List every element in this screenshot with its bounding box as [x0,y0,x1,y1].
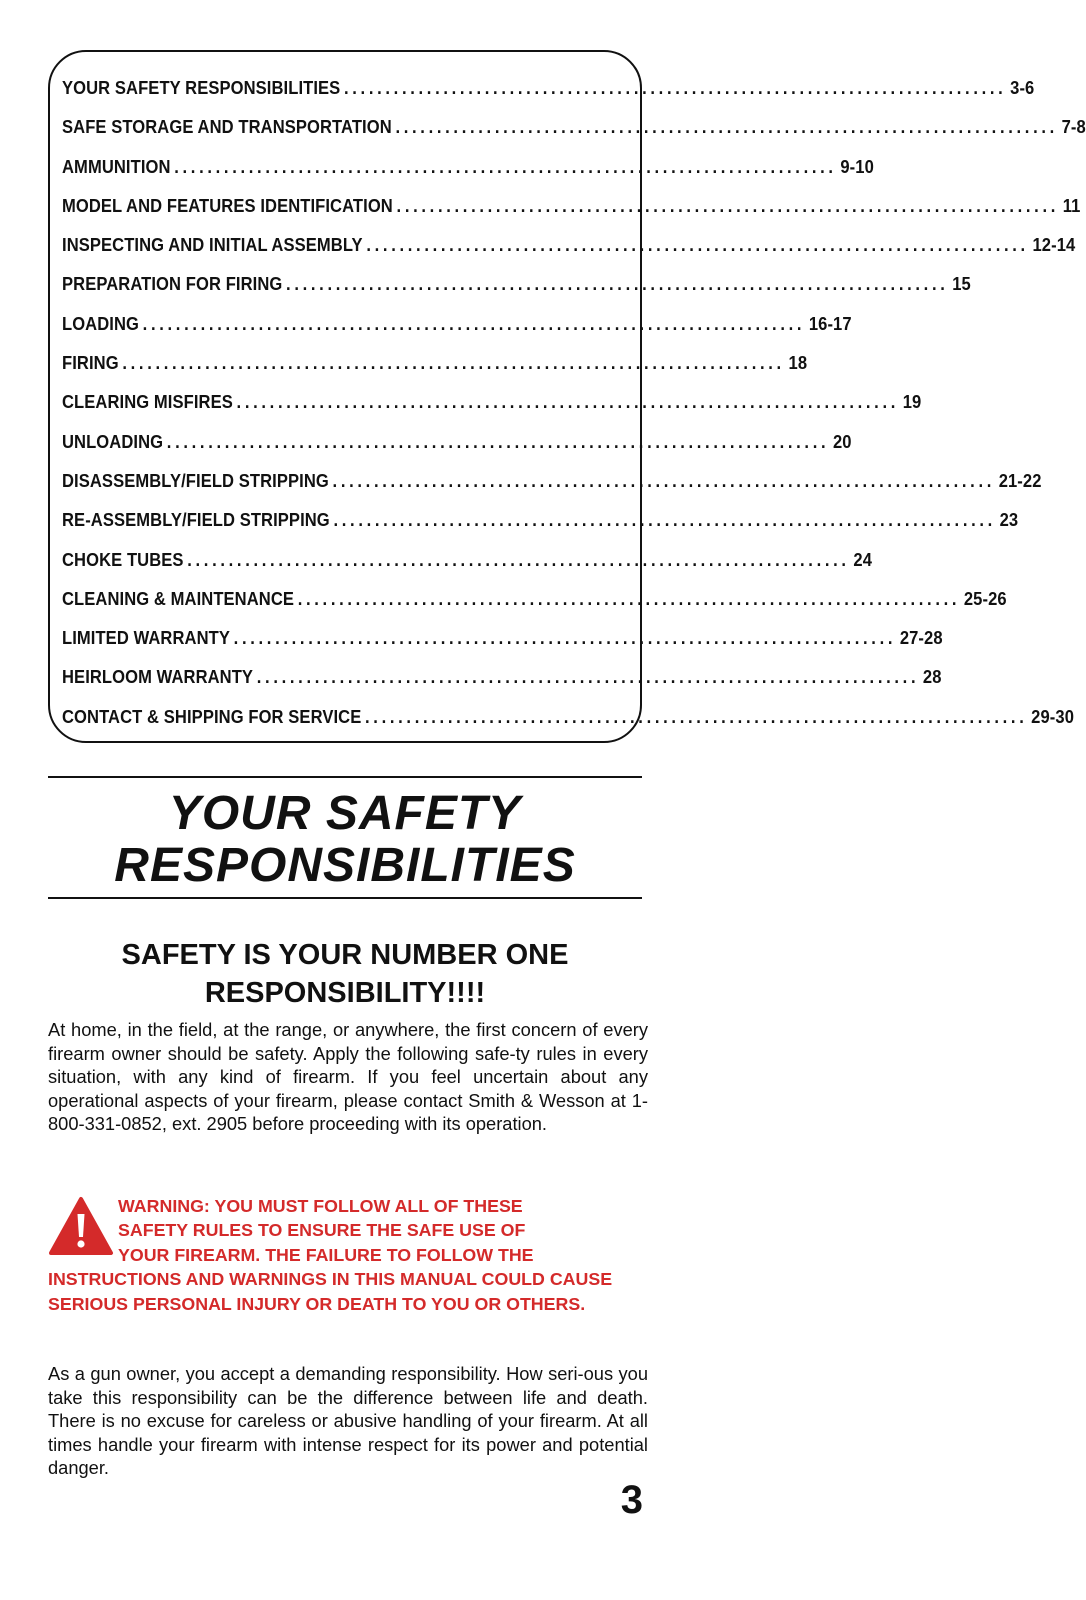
toc-entry [62,431,852,471]
page-number: 3 [620,1478,643,1522]
toc-entry [62,549,873,589]
subheading [48,936,642,1012]
warning-rest: INSTRUCTIONS AND WARNINGS IN THIS MANUAL COULD CAUSE SERIOUS PERSONAL INJURY OR DEATH TO YOU OR OTHERS. [48,1269,613,1314]
toc-leader-dots: ................................................................................ [333,510,996,531]
toc-leader-dots: ................................................................................ [256,667,920,688]
bottom-rule [48,897,642,899]
toc-leader-dots: ................................................................................ [174,156,837,177]
section-title [48,788,642,892]
toc-leader-dots: ................................................................................ [365,706,1028,727]
toc-entry-page: 16-17 [808,313,852,334]
section-title-line-2: RESPONSIBILITIES [114,839,576,892]
toc-entry-page: 25-26 [963,588,1007,609]
toc-entry-page: 24 [853,549,873,570]
toc-leader-dots: ................................................................................ [332,470,996,491]
toc-entry-page: 20 [832,431,852,452]
toc-entry [62,313,852,353]
toc-entry-page: 23 [999,510,1019,531]
toc-entry-title: UNLOADING [62,431,164,452]
toc-leader-dots: ................................................................................ [187,549,850,570]
toc-entry-page: 18 [788,353,808,374]
toc-leader-dots: ................................................................................ [396,195,1060,216]
toc-entry-title: YOUR SAFETY RESPONSIBILITIES [62,78,341,98]
toc-entry-title: LIMITED WARRANTY [62,628,230,649]
toc-entry [62,156,874,196]
table-of-contents [48,50,1086,743]
toc-entry-title: PREPARATION FOR FIRING [62,274,283,295]
toc-entry-page: 29-30 [1031,706,1074,727]
toc-entry-page: 19 [902,392,922,413]
toc-entry [62,235,1076,274]
toc-entry-page: 11 [1062,195,1081,216]
toc-leader-dots: ................................................................................ [395,117,1058,138]
toc-entry [62,274,971,313]
toc-leader-dots: ................................................................................ [297,588,961,609]
toc-leader-dots: ................................................................................ [233,628,897,649]
toc-entry-page: 7-8 [1061,117,1086,138]
toc-entry [62,667,942,706]
toc-leader-dots: ................................................................................ [122,353,785,374]
toc-entry-title: CHOKE TUBES [62,549,184,570]
toc-entry [62,195,1081,235]
toc-entry [62,353,808,392]
toc-entry-page: 3-6 [1010,78,1035,98]
toc-leader-dots: ................................................................................ [366,235,1029,256]
toc-entry [62,628,943,667]
subheading-line-2: RESPONSIBILITY!!!! [204,977,486,1009]
toc-entry-page: 21-22 [998,470,1042,491]
toc-entry-page: 12-14 [1032,235,1076,256]
toc-entry [62,470,1042,510]
warning-line-3: YOUR FIREARM. THE FAILURE TO FOLLOW THE [118,1244,534,1265]
toc-leader-dots: ................................................................................ [166,431,830,452]
toc-entry [62,706,1074,746]
toc-entry-title: CONTACT & SHIPPING FOR SERVICE [62,706,362,727]
warning-line-2: SAFETY RULES TO ENSURE THE SAFE USE OF [118,1220,526,1241]
toc-entry-title: LOADING [62,313,140,334]
toc-entry-page: 9-10 [840,156,874,177]
toc-entry [62,392,922,431]
toc-entry [62,117,1086,156]
warning-line-1: WARNING: YOU MUST FOLLOW ALL OF THESE [118,1196,523,1216]
toc-leader-dots: ................................................................................ [343,78,1007,98]
toc-entry-title: INSPECTING AND INITIAL ASSEMBLY [62,235,363,256]
toc-entry [62,588,1007,628]
toc-entry-title: CLEARING MISFIRES [62,392,233,413]
toc-leader-dots: ................................................................................ [286,274,949,295]
toc-entry-page: 28 [922,667,942,688]
warning-text [48,1194,648,1316]
toc-entry-title: AMMUNITION [62,156,171,177]
toc-entry-title: RE-ASSEMBLY/FIELD STRIPPING [62,510,330,531]
toc-entry-page: 15 [952,274,971,295]
intro-paragraph: At home, in the field, at the range, or anywhere, the first concern of every firearm owner should be safety. Apply the following safe-ty rules in every situation, with any kind of firearm. If you feel uncertain about any operational aspects of your firearm, please contact Smith & Wesson at 1-800-331-0852, ext. 2905 before proceeding with its operation. [48,1019,648,1135]
toc-entry-title: CLEANING & MAINTENANCE [62,588,295,609]
subheading-line-1: SAFETY IS YOUR NUMBER ONE [121,939,569,971]
body-paragraph: As a gun owner, you accept a demanding responsibility. How seri-ous you take this responsibility can be the difference between life and death. There is no excuse for careless or abusive handling of your firearm. At all times handle your firearm with intense respect for its power and potential danger. [48,1363,648,1479]
section-title-line-1: YOUR SAFETY [168,787,522,840]
toc-entry-page: 27-28 [899,628,943,649]
toc-entry-title: SAFE STORAGE AND TRANSPORTATION [62,117,392,138]
toc-leader-dots: ................................................................................ [236,392,900,413]
toc-entry [62,78,1035,117]
toc-leader-dots: ................................................................................ [142,313,806,334]
toc-entry [62,510,1019,549]
top-rule [48,776,642,778]
toc-entry-title: FIRING [62,353,119,374]
toc-entry-title: DISASSEMBLY/FIELD STRIPPING [62,470,329,491]
toc-entry-title: HEIRLOOM WARRANTY [62,667,254,688]
toc-entry-title: MODEL AND FEATURES IDENTIFICATION [62,195,393,216]
